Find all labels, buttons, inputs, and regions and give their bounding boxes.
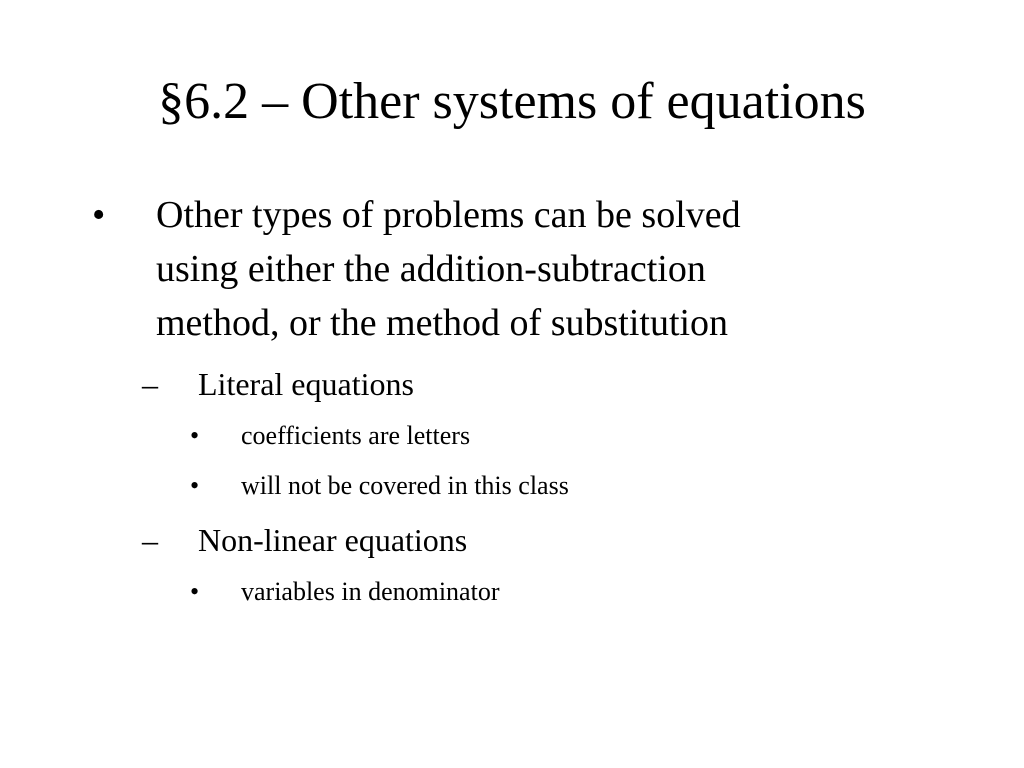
point-not-covered: will not be covered in this class [241,471,569,500]
sub-bullet-literal-equations: Literal equations [198,366,414,402]
sub-bullet-marker: – [142,522,158,558]
sub-sub-bullet-marker: • [190,471,200,500]
sub-bullet-marker: – [142,366,158,402]
sub-sub-bullet-marker: • [190,421,200,450]
point-variables-in-denominator: variables in denominator [241,577,500,606]
slide-title: §6.2 – Other systems of equations [158,73,866,130]
bullet-marker: • [92,194,106,236]
bullet-text-line-1: Other types of problems can be solved [156,194,741,236]
sub-sub-bullet-marker: • [190,577,200,606]
bullet-text-line-3: method, or the method of substitution [156,302,729,344]
point-coefficients-are-letters: coefficients are letters [241,421,471,450]
sub-bullet-non-linear-equations: Non-linear equations [198,522,468,558]
bullet-text-line-2: using either the addition-subtraction [156,248,706,290]
